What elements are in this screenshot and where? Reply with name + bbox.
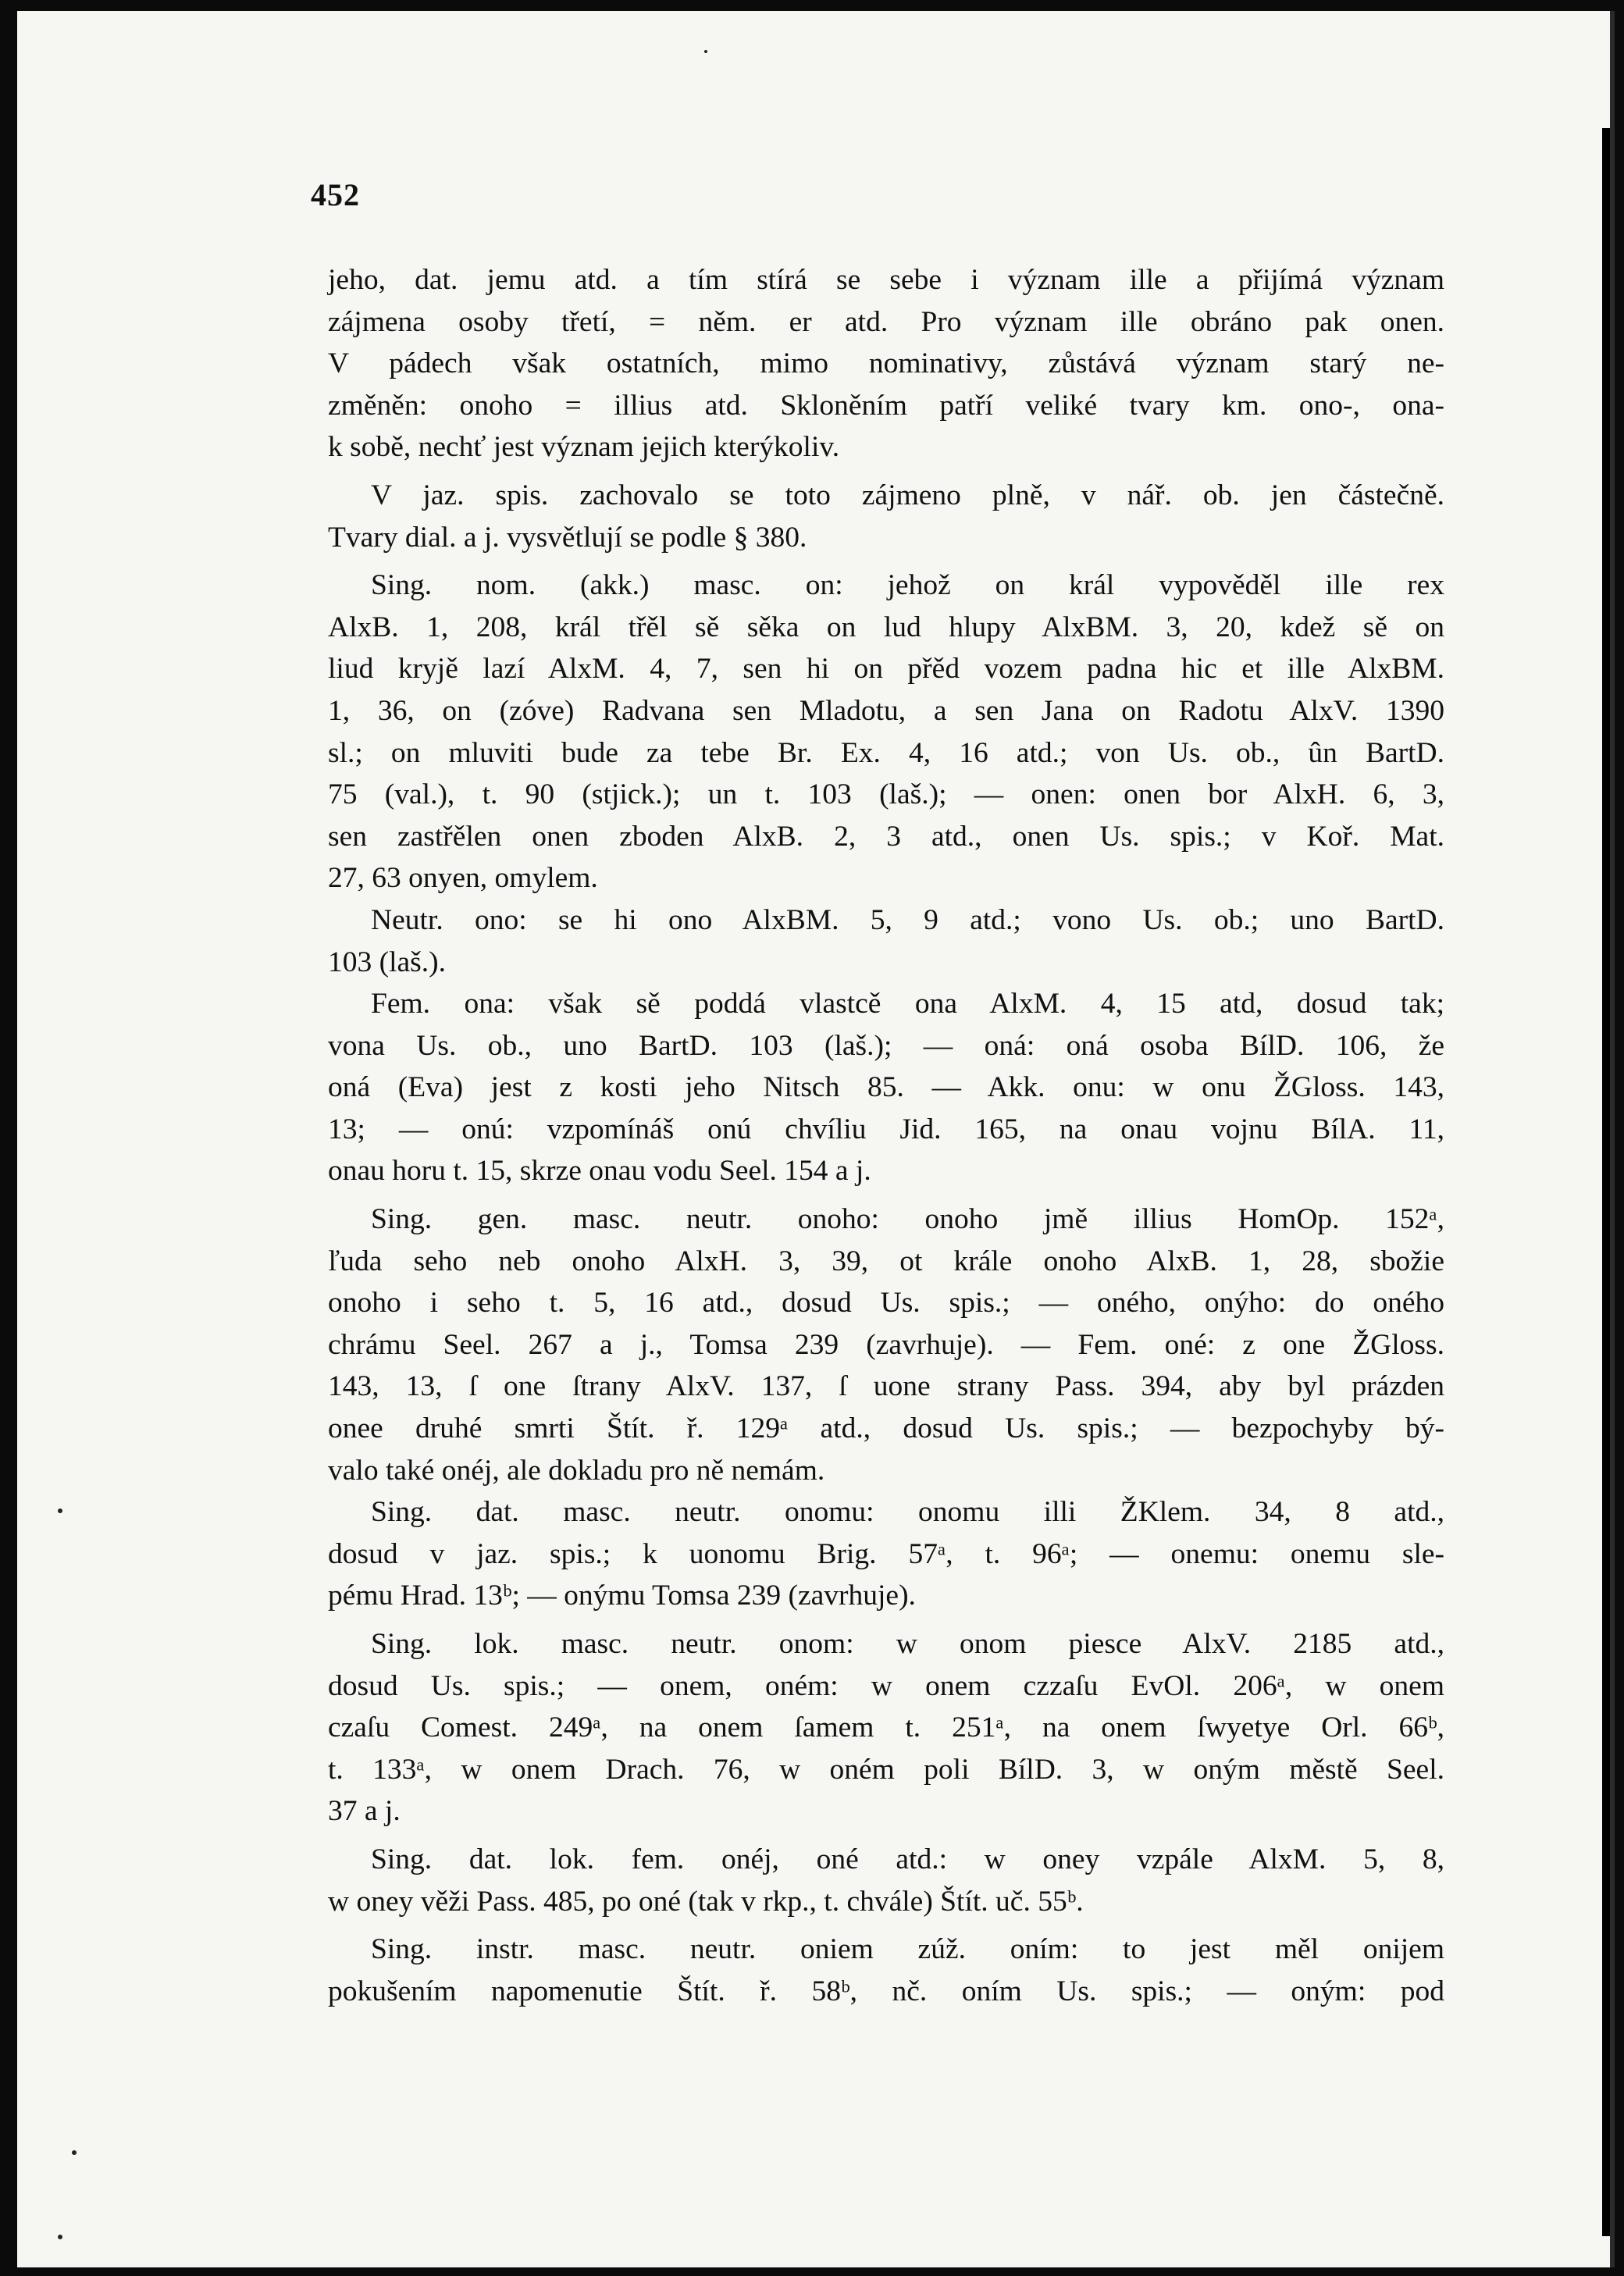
text-line: sen zastřělen onen zboden AlxB. 2, 3 atd., onen Us. spis.; v Koř. Mat. [328, 820, 1444, 853]
text-line: 13; — onú: vzpomínáš onú chvíliu Jid. 165, na onau vojnu BílA. 11, [328, 1113, 1444, 1145]
text-line: pokušením napomenutie Štít. ř. 58ᵇ, nč. oním Us. spis.; — oným: pod [328, 1975, 1444, 2007]
text-line: AlxB. 1, 208, král třěl sě sěka on lud hlupy AlxBM. 3, 20, kdež sě on [328, 611, 1444, 643]
text-line: Neutr. ono: se hi ono AlxBM. 5, 9 atd.; vono Us. ob.; uno BartD. [371, 903, 1444, 936]
text-line: zájmena osoby třetí, = něm. er atd. Pro význam ille obráno pak onen. [328, 305, 1444, 338]
text-line: Sing. lok. masc. neutr. onom: w onom piesce AlxV. 2185 atd., [371, 1628, 1444, 1660]
text-line: Sing. instr. masc. neutr. oniem zúž. oním: to jest měl onijem [371, 1933, 1444, 1966]
page-number: 452 [311, 177, 360, 212]
dust-speck [58, 1508, 62, 1513]
text-line: sl.; on mluviti bude za tebe Br. Ex. 4, 16 atd.; von Us. ob., ûn BartD. [328, 736, 1444, 769]
text-line: chrámu Seel. 267 a j., Tomsa 239 (zavrhuje). — Fem. oné: z one ŽGloss. [328, 1328, 1444, 1361]
text-line: oná (Eva) jest z kosti jeho Nitsch 85. — Akk. onu: w onu ŽGloss. 143, [328, 1071, 1444, 1104]
text-line: V jaz. spis. zachovalo se toto zájmeno plně, v nář. ob. jen částečně. [371, 479, 1444, 511]
text-line: onee druhé smrti Štít. ř. 129ᵃ atd., dosud Us. spis.; — bezpochyby bý- [328, 1412, 1444, 1445]
dust-speck [58, 2235, 62, 2239]
text-line: liud kryjě lazí AlxM. 4, 7, sen hi on přěd vozem padna hic et ille AlxBM. [328, 653, 1444, 686]
text-line: 37 a j. [328, 1795, 401, 1828]
text-line: 143, 13, ſ one ſtrany AlxV. 137, ſ uone strany Pass. 394, aby byl prázden [328, 1370, 1444, 1403]
dust-speck [704, 50, 707, 53]
text-line: Sing. dat. masc. neutr. onomu: onomu illi ŽKlem. 34, 8 atd., [371, 1496, 1444, 1529]
text-line: w oney věži Pass. 485, po oné (tak v rkp., t. chvále) Štít. uč. 55ᵇ. [328, 1885, 1084, 1918]
scanned-page [17, 11, 1615, 2267]
text-line: dosud Us. spis.; — onem, oném: w onem czzaſu EvOl. 206ᵃ, w onem [328, 1669, 1444, 1702]
text-line: V pádech však ostatních, mimo nominativy, zůstává význam starý ne- [328, 347, 1444, 380]
text-line: t. 133ᵃ, w onem Drach. 76, w oném poli BílD. 3, w oným městě Seel. [328, 1753, 1444, 1786]
text-line: Sing. nom. (akk.) masc. on: jehož on král vypověděl ille rex [371, 569, 1444, 602]
scan-edge-strip [1602, 128, 1610, 2236]
text-line: Fem. ona: však sě poddá vlastcě ona AlxM. 4, 15 atd, dosud tak; [371, 988, 1444, 1020]
body-text [328, 259, 1444, 2012]
text-line: 75 (val.), t. 90 (stjick.); un t. 103 (laš.); — onen: onen bor AlxH. 6, 3, [328, 778, 1444, 811]
text-line: 27, 63 onyen, omylem. [328, 862, 598, 895]
text-line: Sing. dat. lok. fem. onéj, oné atd.: w oney vzpále AlxM. 5, 8, [371, 1843, 1444, 1875]
text-line: ľuda seho neb onoho AlxH. 3, 39, ot krále onoho AlxB. 1, 28, sbožie [328, 1245, 1444, 1277]
text-line: Tvary dial. a j. vysvětlují se podle § 380. [328, 521, 807, 554]
text-line: onau horu t. 15, skrze onau vodu Seel. 154 a j. [328, 1155, 871, 1188]
text-line: dosud v jaz. spis.; k uonomu Brig. 57ᵃ, t. 96ᵃ; — onemu: onemu sle- [328, 1537, 1444, 1570]
text-line: změněn: onoho = illius atd. Skloněním patří veliké tvary km. ono-, ona- [328, 389, 1444, 422]
text-line: 1, 36, on (zóve) Radvana sen Mladotu, a sen Jana on Radotu AlxV. 1390 [328, 694, 1444, 727]
text-line: Sing. gen. masc. neutr. onoho: onoho jmě illius HomOp. 152ᵃ, [371, 1203, 1444, 1236]
dust-speck [72, 2150, 77, 2155]
text-line: valo také onéj, ale dokladu pro ně nemám. [328, 1454, 825, 1487]
text-line: onoho i seho t. 5, 16 atd., dosud Us. spis.; — oného, onýho: do oného [328, 1287, 1444, 1320]
text-line: k sobě, nechť jest význam jejich kterýkoliv. [328, 431, 840, 464]
text-line: 103 (laš.). [328, 946, 447, 978]
text-line: vona Us. ob., uno BartD. 103 (laš.); — oná: oná osoba BílD. 106, že [328, 1029, 1444, 1062]
text-line: pému Hrad. 13ᵇ; — onýmu Tomsa 239 (zavrhuje). [328, 1580, 916, 1612]
text-line: jeho, dat. jemu atd. a tím stírá se sebe i význam ille a přijímá význam [328, 264, 1444, 296]
text-line: czaſu Comest. 249ᵃ, na onem ſamem t. 251ᵃ, na onem ſwyetye Orl. 66ᵇ, [328, 1711, 1444, 1744]
